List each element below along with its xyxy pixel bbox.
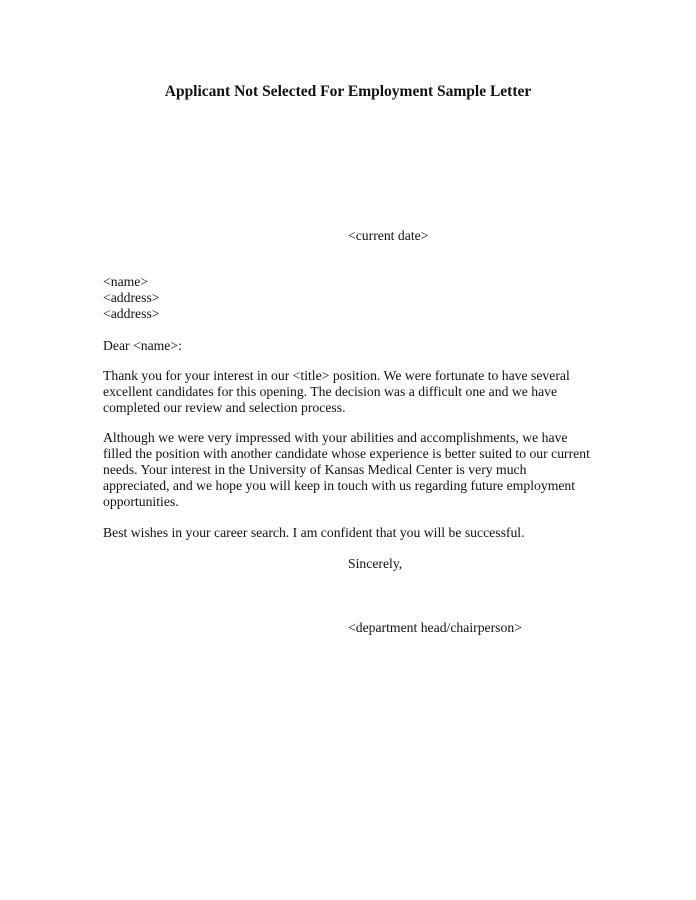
closing: Sincerely, <box>348 556 403 571</box>
recipient-address-line: <address> <box>103 306 160 321</box>
recipient-address-block <box>103 274 603 322</box>
paragraph-line: filled the position with another candidate whose experience is better suited to our current <box>103 446 590 461</box>
paragraph-line: Thank you for your interest in our <title> position. We were fortunate to have several <box>103 368 570 383</box>
paragraph-line: excellent candidates for this opening. The decision was a difficult one and we have <box>103 384 558 399</box>
current-date: <current date> <box>348 228 429 243</box>
paragraph-line: needs. Your interest in the University of Kansas Medical Center is very much <box>103 462 527 477</box>
paragraph-line: appreciated, and we hope you will keep in touch with us regarding future employment <box>103 478 576 493</box>
paragraph-line: Although we were very impressed with your abilities and accomplishments, we have <box>103 430 568 445</box>
paragraph-best-wishes: Best wishes in your career search. I am confident that you will be successful. <box>103 525 525 540</box>
paragraph-thank-you <box>103 368 603 416</box>
recipient-name: <name> <box>103 274 149 289</box>
salutation: Dear <name>: <box>103 338 182 353</box>
letter-title: Applicant Not Selected For Employment Sample Letter <box>164 83 532 100</box>
paragraph-line: completed our review and selection process. <box>103 400 346 415</box>
signature: <department head/chairperson> <box>348 620 522 635</box>
paragraph-decision <box>103 430 603 510</box>
recipient-address-line: <address> <box>103 290 160 305</box>
paragraph-line: opportunities. <box>103 494 179 509</box>
